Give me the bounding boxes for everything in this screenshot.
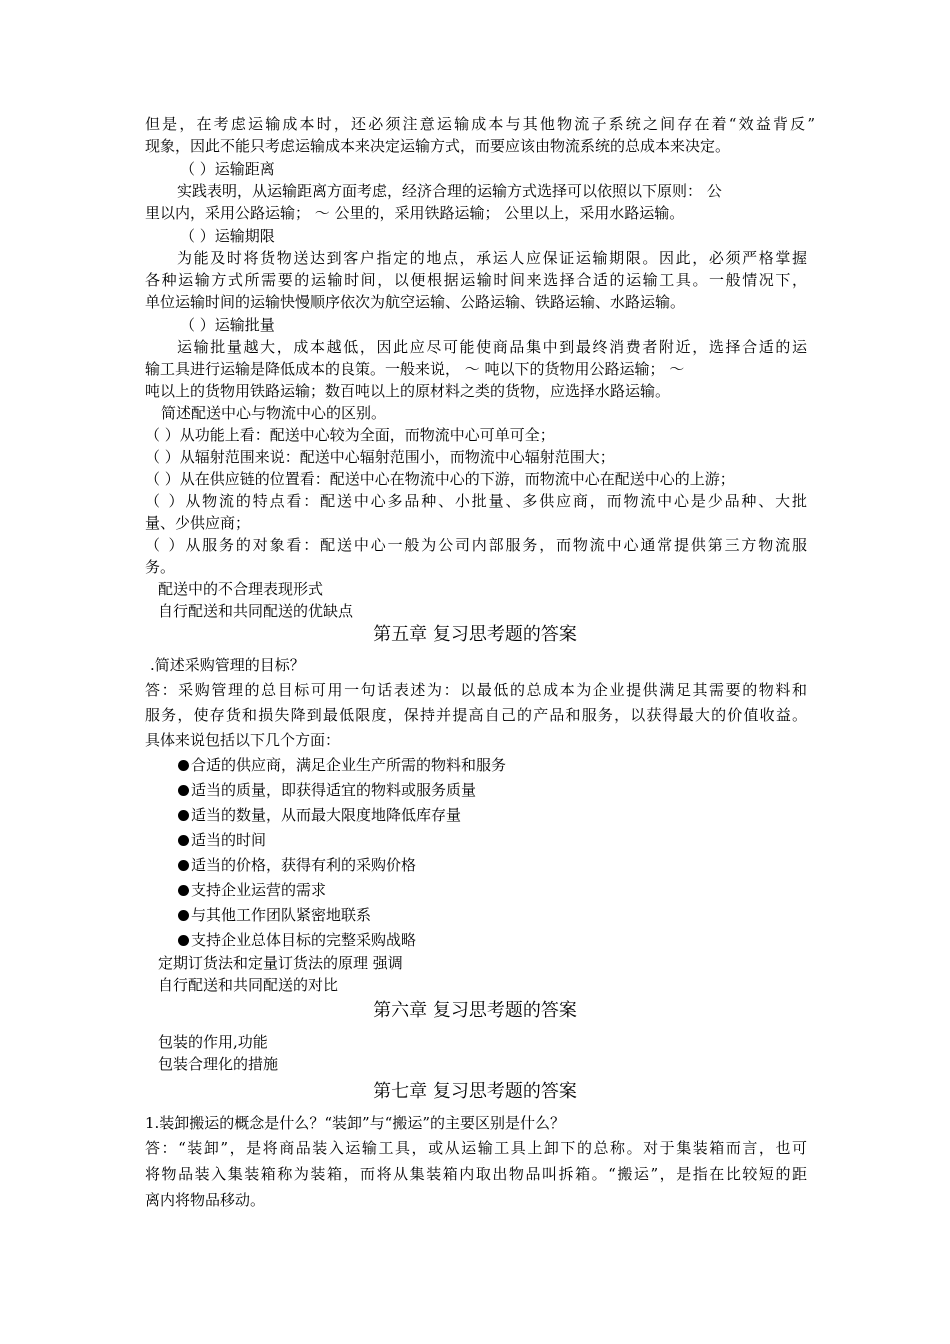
bullet-text: 与其他工作团队紧密地联系 — [191, 906, 372, 924]
paragraph-line: 但是，在考虑运输成本时，还必须注意运输成本与其他物流子系统之间存在着“效益背反” — [145, 115, 815, 133]
chapter-7-title: 第七章 复习思考题的答案 — [373, 1081, 577, 1102]
bullet-text: 适当的时间 — [191, 831, 267, 849]
bullet-text: 适当的数量，从而最大限度地降低库存量 — [191, 806, 462, 824]
bullet-item — [178, 829, 266, 851]
answer-line: 答：“装卸”，是将商品装入运输工具，或从运输工具上卸下的总称。对于集装箱而言，也可 — [145, 1139, 807, 1157]
list-item-continued: 务。 — [145, 558, 176, 576]
bullet-text: 适当的价格，获得有利的采购价格 — [191, 856, 417, 874]
paragraph-line: 运输批量越大，成本越低，因此应尽可能使商品集中到最终消费者附近，选择合适的运 — [177, 338, 807, 356]
bullet-item — [178, 754, 506, 776]
paragraph-line: 单位运输时间的运输快慢顺序依次为航空运输、公路运输、铁路运输、水路运输。 — [145, 293, 686, 311]
bullet-item — [178, 804, 461, 826]
topic-line: 包装的作用,功能 — [158, 1033, 268, 1051]
bullet-dot-icon — [178, 810, 189, 821]
answer-line: 离内将物品移动。 — [145, 1191, 266, 1209]
question-text: .简述采购管理的目标？ — [150, 656, 305, 674]
section-heading-period: （ ）运输期限 — [180, 227, 275, 245]
bullet-item — [178, 879, 326, 901]
bullet-text: 支持企业总体目标的完整采购战略 — [191, 931, 417, 949]
section-heading-distance: （ ）运输距离 — [180, 160, 275, 178]
list-item: （ ）从服务的对象看：配送中心一般为公司内部服务，而物流中心通常提供第三方物流服 — [145, 536, 807, 554]
bullet-dot-icon — [178, 835, 189, 846]
list-item: （ ）从在供应链的位置看：配送中心在物流中心的下游，而物流中心在配送中心的上游； — [145, 470, 735, 488]
bullet-dot-icon — [178, 935, 189, 946]
paragraph-line: 各种运输方式所需要的运输时间，以便根据运输时间来选择合适的运输工具。一般情况下， — [145, 271, 807, 289]
list-item: （ ）从物流的特点看：配送中心多品种、小批量、多供应商，而物流中心是少品种、大批 — [145, 492, 807, 510]
bullet-dot-icon — [178, 760, 189, 771]
bullet-text: 支持企业运营的需求 — [191, 881, 327, 899]
list-item: （ ）从功能上看：配送中心较为全面，而物流中心可单可全； — [145, 426, 555, 444]
bullet-item — [178, 904, 371, 926]
topic-line: 包装合理化的措施 — [158, 1055, 279, 1073]
paragraph-line: 为能及时将货物送达到客户指定的地点，承运人应保证运输期限。因此，必须严格掌握 — [177, 249, 807, 267]
bullet-text: 合适的供应商，满足企业生产所需的物料和服务 — [191, 756, 507, 774]
paragraph-line: 实践表明，从运输距离方面考虑，经济合理的运输方式选择可以依照以下原则： 公 — [177, 182, 722, 200]
question-text: 1.装卸搬运的概念是什么？“装卸”与“搬运”的主要区别是什么？ — [145, 1114, 565, 1132]
topic-line: 配送中的不合理表现形式 — [158, 580, 324, 598]
list-item: （ ）从辐射范围来说：配送中心辐射范围小，而物流中心辐射范围大； — [145, 448, 615, 466]
answer-line: 具体来说包括以下几个方面： — [145, 731, 341, 749]
bullet-item — [178, 929, 416, 951]
question-title: 简述配送中心与物流中心的区别。 — [161, 404, 387, 422]
chapter-5-title: 第五章 复习思考题的答案 — [373, 624, 577, 645]
answer-line: 答：采购管理的总目标可用一句话表述为：以最低的总成本为企业提供满足其需要的物料和 — [145, 681, 807, 699]
paragraph-line: 里以内，采用公路运输； ～ 公里的，采用铁路运输； 公里以上，采用水路运输。 — [145, 204, 685, 222]
list-item-continued: 量、少供应商； — [145, 514, 251, 532]
answer-line: 将物品装入集装箱称为装箱，而将从集装箱内取出物品叫拆箱。“搬运”，是指在比较短的距 — [145, 1165, 807, 1183]
bullet-dot-icon — [178, 910, 189, 921]
topic-line: 定期订货法和定量订货法的原理 强调 — [158, 954, 403, 972]
paragraph-line: 现象，因此不能只考虑运输成本来决定运输方式，而要应该由物流系统的总成本来决定。 — [145, 137, 731, 155]
paragraph-line: 吨以上的货物用铁路运输；数百吨以上的原材料之类的货物，应选择水路运输。 — [145, 382, 671, 400]
bullet-item — [178, 779, 476, 801]
paragraph-line: 输工具进行运输是降低成本的良策。一般来说， ～ 吨以下的货物用公路运输； ～ — [145, 360, 685, 378]
topic-line: 自行配送和共同配送的优缺点 — [158, 602, 354, 620]
section-heading-batch: （ ）运输批量 — [180, 316, 275, 334]
answer-line: 服务，使存货和损失降到最低限度，保持并提高自己的产品和服务，以获得最大的价值收益。 — [145, 706, 807, 724]
topic-line: 自行配送和共同配送的对比 — [158, 976, 339, 994]
chapter-6-title: 第六章 复习思考题的答案 — [373, 1000, 577, 1021]
bullet-dot-icon — [178, 860, 189, 871]
bullet-item — [178, 854, 416, 876]
bullet-dot-icon — [178, 785, 189, 796]
bullet-text: 适当的质量，即获得适宜的物料或服务质量 — [191, 781, 477, 799]
bullet-dot-icon — [178, 885, 189, 896]
